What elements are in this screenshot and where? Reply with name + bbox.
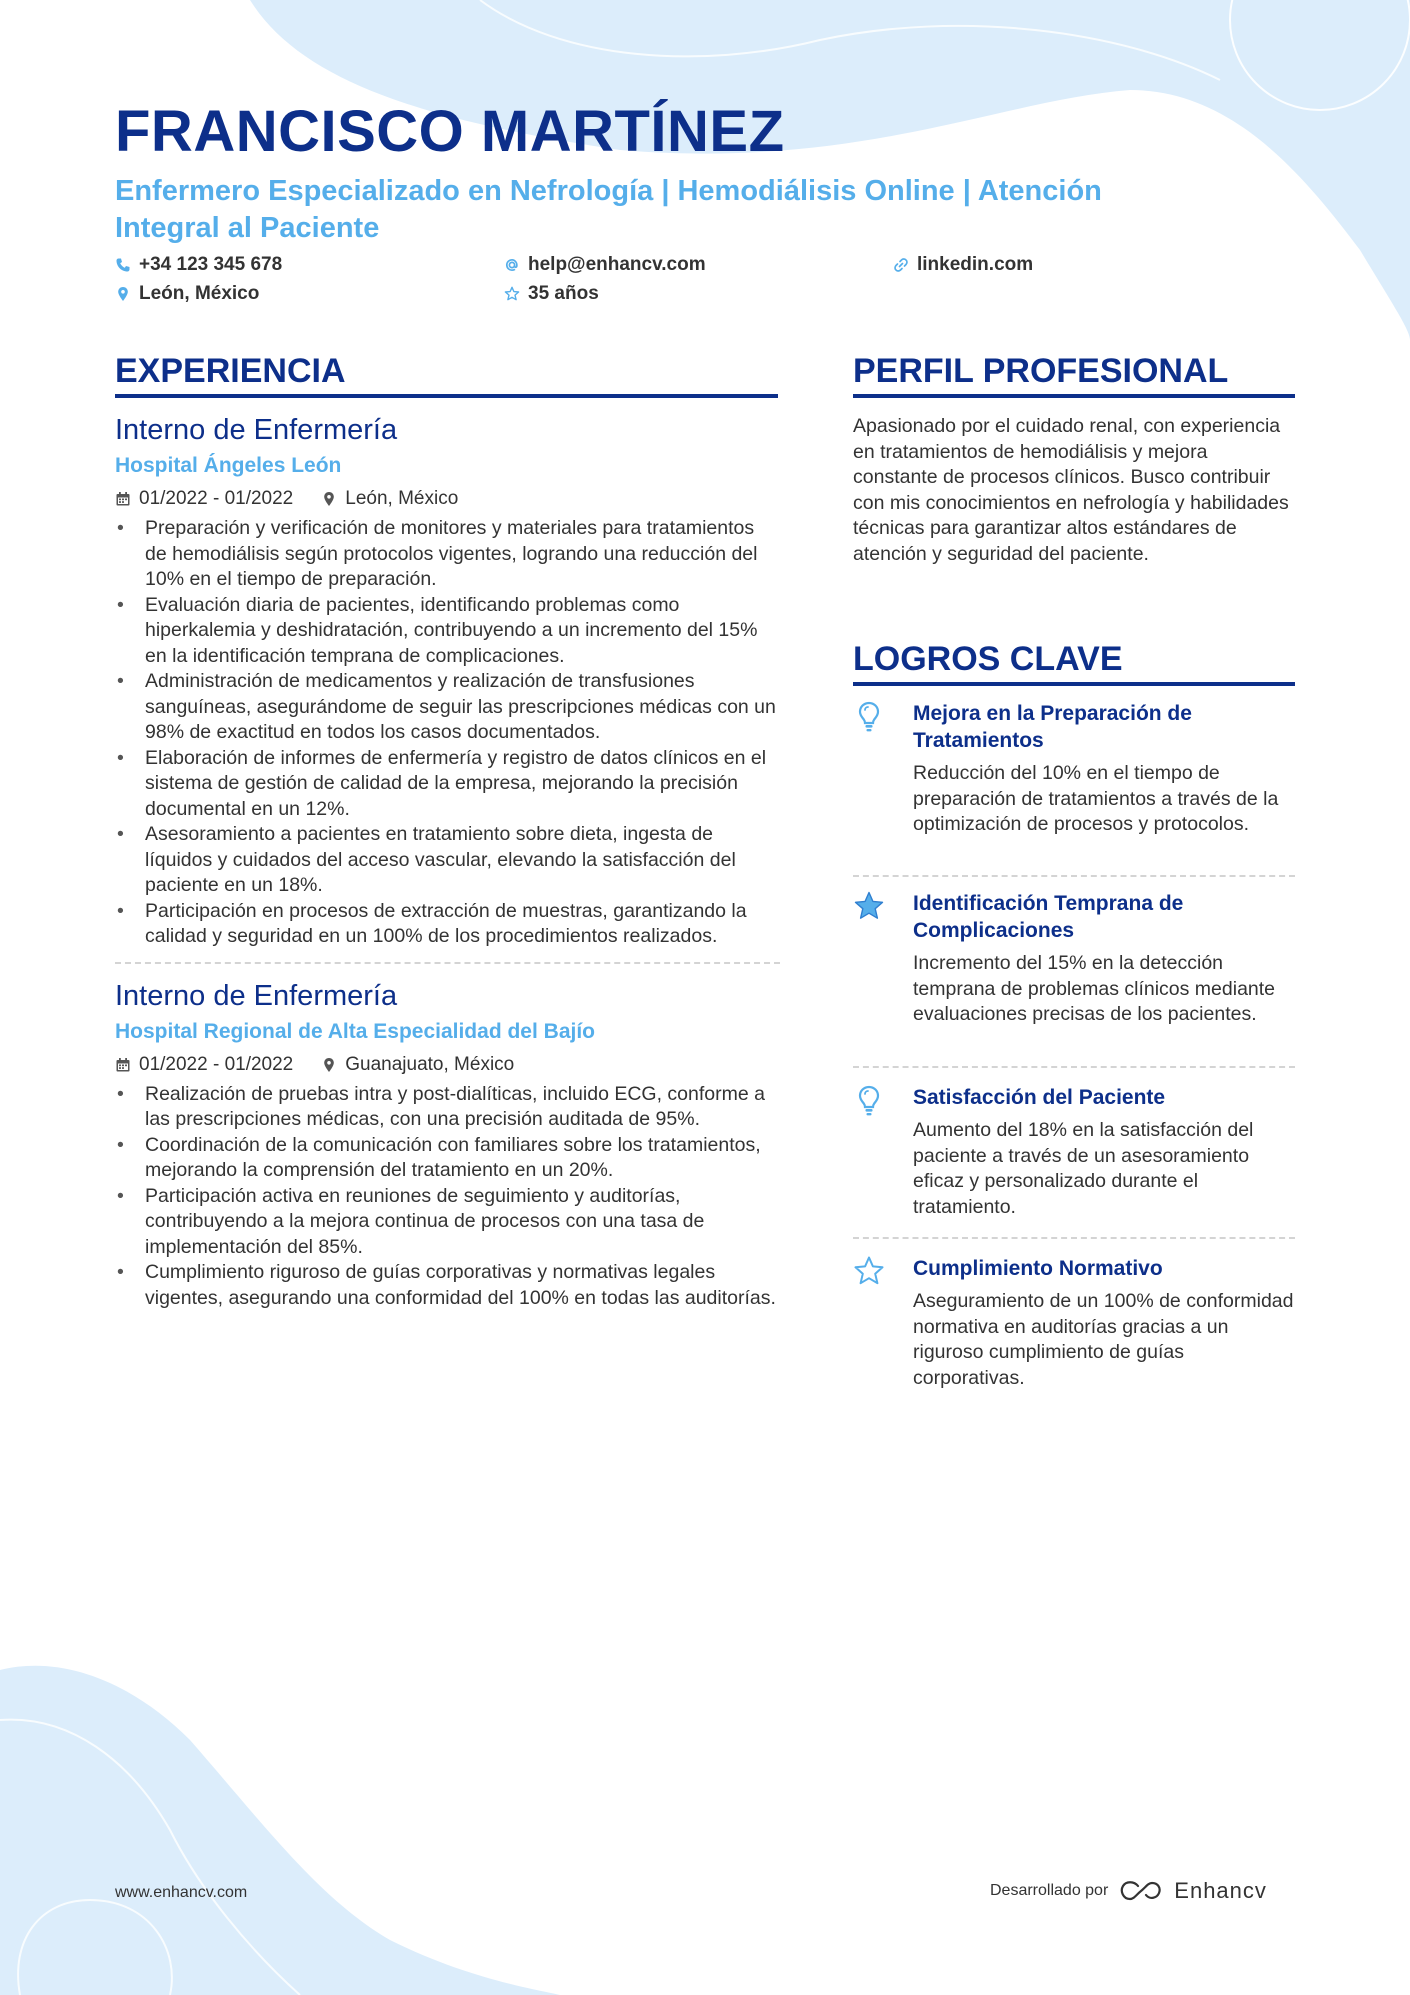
job-bullets [115, 516, 780, 950]
achievement-description: Reducción del 10% en el tiempo de preparación de tratamientos a través de la optimización de procesos y protocolos. [913, 762, 1279, 835]
phone-text: +34 123 345 678 [139, 254, 283, 275]
job-title: Interno de Enfermería [115, 979, 398, 1012]
phone-icon [115, 257, 131, 273]
experience-heading: EXPERIENCIA [115, 352, 346, 390]
job-entry [115, 412, 780, 950]
at-icon [504, 257, 520, 273]
bullet-item: • Asesoramiento a pacientes en tratamiento sobre dieta, ingesta de líquidos y cuidados del acceso vascular, elevando la satisfacción del paciente en un 18%. [115, 822, 780, 899]
contact-phone [115, 254, 282, 276]
bullet-item: • Elaboración de informes de enfermería y registro de datos clínicos en el sistema de gestión de calidad de la empresa, mejorando la precisión documental en un 12%. [115, 746, 780, 823]
bullet-item: • Administración de medicamentos y realización de transfusiones sanguíneas, asegurándome de seguir las prescripciones médicas con un 98% de exactitud en todos los casos documentados. [115, 669, 780, 746]
lightbulb-icon [853, 1084, 885, 1118]
footer-branding [990, 1878, 1267, 1904]
experience-list [115, 412, 780, 1311]
job-divider [115, 962, 780, 964]
candidate-headline: Enfermero Especializado en Nefrología | Hemodiálisis Online | Atención Integral al Paciente [115, 175, 1102, 244]
achievement-description: Aumento del 18% en la satisfacción del paciente a través de un asesoramiento eficaz y personalizado durante el tratamiento. [913, 1119, 1254, 1218]
experience-rule [115, 394, 778, 398]
job-location: León, México [345, 488, 459, 509]
brand-name: Enhancv [1174, 1878, 1267, 1903]
achievements-rule [853, 682, 1295, 686]
bullet-item: • Preparación y verificación de monitores y materiales para tratamientos de hemodiálisis según protocolos vigentes, logrando una reducción del 10% en el tiempo de preparación. [115, 516, 780, 593]
achievement-description: Aseguramiento de un 100% de conformidad normativa en auditorías gracias a un riguroso cumplimiento de guías corporativas. [913, 1290, 1294, 1389]
star-filled-icon [853, 890, 885, 924]
calendar-icon [115, 491, 131, 507]
achievement-item [853, 1255, 1295, 1391]
star-outline-icon [504, 286, 520, 302]
job-meta [115, 1052, 780, 1078]
achievement-item [853, 1084, 1295, 1220]
achievement-item [853, 890, 1295, 1028]
location-text: León, México [139, 283, 260, 304]
linkedin-text: linkedin.com [917, 254, 1034, 275]
achievement-divider [853, 1237, 1295, 1239]
contact-location [115, 283, 259, 305]
location-pin-icon [321, 491, 337, 507]
bullet-item: • Participación en procesos de extracción de muestras, garantizando la calidad y seguridad en un 100% de los procedimientos realizados. [115, 899, 780, 950]
contact-age [504, 283, 599, 305]
location-pin-icon [321, 1057, 337, 1073]
contact-linkedin[interactable] [893, 254, 1033, 276]
bullet-item: • Cumplimiento riguroso de guías corporativas y normativas legales vigentes, asegurando una conformidad del 100% en todas las auditorías. [115, 1260, 780, 1311]
job-dates: 01/2022 - 01/2022 [139, 488, 294, 509]
powered-by-text: Desarrollado por [990, 1882, 1109, 1899]
footer-website[interactable]: www.enhancv.com [115, 1884, 248, 1901]
achievement-title: Mejora en la Preparación de Tratamientos [913, 702, 1192, 752]
contact-email[interactable] [504, 254, 706, 276]
achievement-title: Identificación Temprana de Complicaciones [913, 892, 1184, 942]
job-location: Guanajuato, México [345, 1053, 515, 1075]
achievement-divider [853, 1066, 1295, 1068]
achievement-item [853, 700, 1295, 838]
profile-heading: PERFIL PROFESIONAL [853, 352, 1229, 390]
achievement-title: Satisfacción del Paciente [913, 1086, 1166, 1109]
age-text: 35 años [528, 283, 599, 304]
candidate-name: FRANCISCO MARTÍNEZ [115, 99, 785, 164]
calendar-icon [115, 1057, 131, 1073]
job-entry [115, 978, 780, 1312]
job-title: Interno de Enfermería [115, 414, 398, 446]
job-bullets [115, 1082, 780, 1312]
location-pin-icon [115, 286, 131, 302]
achievements-heading: LOGROS CLAVE [853, 640, 1123, 678]
job-meta [115, 486, 780, 512]
lightbulb-icon [853, 700, 885, 734]
profile-summary: Apasionado por el cuidado renal, con experiencia en tratamientos de hemodiálisis y mejora constante de procesos clínicos. Busco contribuir con mis conocimientos en nefrología y habilidades técnicas para garantizar altos estándares de atención y seguridad del paciente. [853, 415, 1289, 565]
star-outline-icon [853, 1255, 885, 1289]
bullet-item: • Realización de pruebas intra y post-dialíticas, incluido ECG, conforme a las prescripciones médicas, con una precisión auditada de 95%. [115, 1082, 780, 1133]
enhancv-logo-icon [1118, 1878, 1164, 1904]
job-dates: 01/2022 - 01/2022 [139, 1053, 294, 1075]
achievement-divider [853, 875, 1295, 877]
job-company: Hospital Regional de Alta Especialidad del Bajío [115, 1019, 595, 1043]
profile-rule [853, 394, 1295, 398]
bullet-item: • Participación activa en reuniones de seguimiento y auditorías, contribuyendo a la mejora continua de procesos con una tasa de implementación del 85%. [115, 1184, 780, 1261]
achievement-description: Incremento del 15% en la detección temprana de problemas clínicos mediante evaluaciones precisas de los pacientes. [913, 952, 1276, 1025]
email-text: help@enhancv.com [528, 254, 706, 275]
achievement-title: Cumplimiento Normativo [913, 1257, 1163, 1280]
link-icon [893, 257, 909, 273]
bullet-item: • Coordinación de la comunicación con familiares sobre los tratamientos, mejorando la comprensión del tratamiento en un 20%. [115, 1133, 780, 1184]
bullet-item: • Evaluación diaria de pacientes, identificando problemas como hiperkalemia y deshidratación, contribuyendo a un incremento del 15% en la identificación temprana de complicaciones. [115, 593, 780, 670]
job-company: Hospital Ángeles León [115, 454, 342, 477]
